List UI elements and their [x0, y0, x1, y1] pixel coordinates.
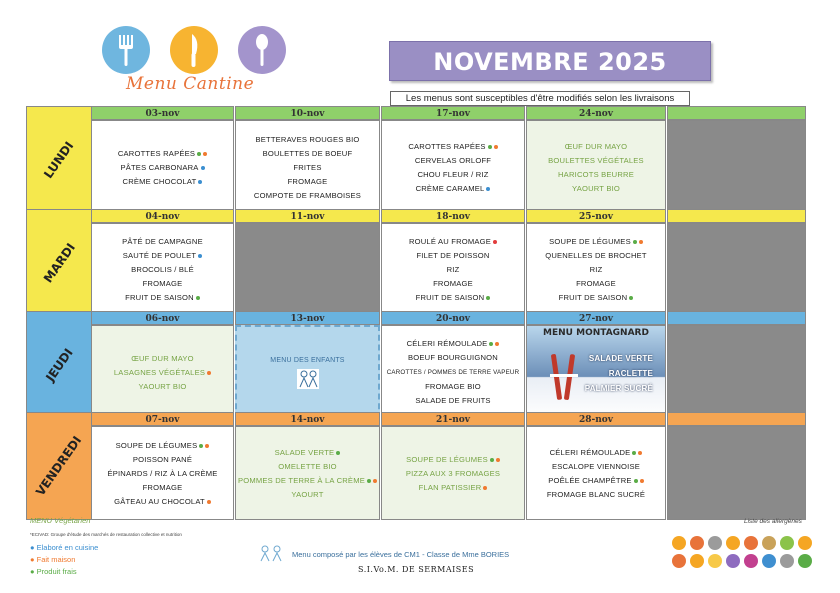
green-dot-icon	[634, 479, 638, 483]
vegetarian-legend: MENU Végétarien	[30, 516, 91, 525]
menu-cell	[91, 120, 234, 214]
menu-item: FROMAGE	[433, 279, 473, 288]
orange-dot-icon	[639, 240, 643, 244]
date-header	[667, 106, 806, 120]
menu-item: CRÈME CHOCOLAT	[123, 176, 203, 187]
fork-icon	[102, 26, 150, 74]
green-dot-icon	[633, 240, 637, 244]
special-menu-title: MENU MONTAGNARD	[543, 328, 649, 338]
menu-item: SALADE VERTE	[275, 447, 341, 458]
menu-item: YAOURT BIO	[138, 381, 187, 391]
menu-cell	[526, 325, 666, 419]
menu-item: PIZZA AUX 3 FROMAGES	[405, 468, 501, 478]
menu-cell	[526, 223, 666, 316]
menu-item: FRUIT DE SAISON	[416, 292, 491, 303]
orange-dot-icon	[207, 500, 211, 504]
legend-item: ● Elaboré en cuisine	[30, 543, 99, 552]
menu-item: BOULETTES DE BOEUF	[262, 148, 353, 158]
green-dot-icon	[486, 296, 490, 300]
orange-dot-icon	[494, 145, 498, 149]
menu-item: BROCOLIS / BLÉ	[131, 265, 194, 274]
menu-item: PÂTES CARBONARA	[120, 162, 204, 173]
day-label-vendredi: VENDREDI	[26, 412, 92, 520]
menu-item: CAROTTES / POMMES DE TERRE VAPEUR	[386, 369, 520, 376]
allergen-icon	[798, 554, 812, 568]
date-header: 21-nov	[381, 412, 525, 426]
date-header	[667, 209, 806, 223]
allergen-icon	[744, 536, 758, 550]
menu-item: ŒUF DUR MAYO	[131, 353, 194, 363]
green-dot-icon	[490, 458, 494, 462]
menu-item: YAOURT	[291, 489, 324, 499]
allergen-icon	[672, 536, 686, 550]
orange-dot-icon	[483, 486, 487, 490]
menu-cantine-logo	[98, 22, 298, 100]
menu-item: SALADE VERTE	[588, 354, 653, 363]
menu-item: CÉLERI RÉMOULADE	[407, 338, 500, 349]
menu-item: OMELETTE BIO	[278, 461, 337, 471]
allergen-icon	[762, 536, 776, 550]
empty-cell	[667, 120, 806, 214]
date-header: 18-nov	[381, 209, 525, 223]
menu-item: HARICOTS BEURRE	[558, 169, 634, 179]
orange-dot-icon	[207, 371, 211, 375]
month-title: NOVEMBRE 2025	[389, 41, 711, 81]
menu-item: BOEUF BOURGUIGNON	[408, 353, 498, 362]
menu-item: FILET DE POISSON	[416, 251, 490, 260]
date-header: 07-nov	[91, 412, 234, 426]
date-header: 04-nov	[91, 209, 234, 223]
allergen-icon	[690, 554, 704, 568]
organization: S.I.Vo.M. DE SERMAISES	[358, 565, 475, 574]
menu-item: RIZ	[589, 265, 603, 274]
menu-item: FROMAGE	[142, 482, 183, 492]
green-dot-icon	[488, 145, 492, 149]
menu-cell	[526, 426, 666, 520]
date-header: 11-nov	[235, 209, 380, 223]
menu-item: SOUPE DE LÉGUMES	[549, 236, 643, 247]
menu-cell	[526, 120, 666, 214]
skis-icon	[547, 352, 581, 402]
menu-cell	[381, 426, 525, 520]
date-header: 28-nov	[526, 412, 666, 426]
menu-item: FROMAGE	[142, 279, 183, 288]
green-dot-icon	[629, 296, 633, 300]
menu-item: SOUPE DE LÉGUMES	[116, 440, 210, 451]
empty-cell	[667, 426, 806, 520]
menu-item: PÂTÉ DE CAMPAGNE	[122, 237, 203, 246]
allergen-icon	[708, 536, 722, 550]
menu-item: ŒUF DUR MAYO	[564, 141, 628, 151]
menu-item: RACLETTE	[608, 369, 653, 378]
day-label-jeudi: JEUDI	[26, 311, 92, 419]
blue-dot-icon	[201, 166, 205, 170]
day-label-mardi: MARDI	[26, 209, 92, 316]
menu-item: FRITES	[293, 162, 322, 172]
allergen-title: Liste des allergènes	[744, 518, 802, 525]
red-dot-icon	[493, 240, 497, 244]
orange-dot-icon	[373, 479, 377, 483]
date-header: 14-nov	[235, 412, 380, 426]
empty-cell	[667, 325, 806, 419]
allergen-icon	[744, 554, 758, 568]
menu-item: CÉLERI RÉMOULADE	[550, 447, 643, 458]
knife-icon	[170, 26, 218, 74]
menu-cell	[235, 325, 380, 419]
menu-item: FROMAGE	[576, 279, 616, 288]
children-drawing-icon	[297, 369, 319, 389]
orange-dot-icon	[638, 451, 642, 455]
date-header: 17-nov	[381, 106, 525, 120]
date-header: 25-nov	[526, 209, 666, 223]
orange-dot-icon	[640, 479, 644, 483]
children-icon	[258, 545, 284, 563]
green-dot-icon	[197, 152, 201, 156]
orange-dot-icon	[203, 152, 207, 156]
date-header: 03-nov	[91, 106, 234, 120]
menu-cell	[381, 223, 525, 316]
allergen-icon	[780, 554, 794, 568]
menu-cell	[381, 120, 525, 214]
menu-item: RIZ	[446, 265, 460, 274]
date-header	[667, 412, 806, 426]
notice: Les menus sont susceptibles d'être modifiés selon les livraisons	[390, 91, 690, 106]
menu-item: POMMES DE TERRE À LA CRÈME	[238, 475, 377, 486]
spoon-icon	[238, 26, 286, 74]
menu-item: FROMAGE	[287, 176, 328, 186]
menu-item: FRUIT DE SAISON	[559, 292, 634, 303]
menu-item: SOUPE DE LÉGUMES	[406, 454, 500, 465]
menu-item: FROMAGE BLANC SUCRÉ	[546, 489, 646, 499]
date-header: 06-nov	[91, 311, 234, 325]
blue-dot-icon	[198, 254, 202, 258]
menu-item: FRUIT DE SAISON	[125, 292, 200, 303]
green-dot-icon	[632, 451, 636, 455]
menu-cell	[381, 325, 525, 419]
menu-item: SAUTÉ DE POULET	[123, 250, 202, 261]
blue-dot-icon	[198, 180, 202, 184]
date-header: 10-nov	[235, 106, 380, 120]
empty-cell	[667, 223, 806, 316]
date-header: 27-nov	[526, 311, 666, 325]
green-dot-icon	[489, 342, 493, 346]
date-header	[667, 311, 806, 325]
allergen-icon	[726, 554, 740, 568]
credit: Menu composé par les élèves de CM1 - Classe de Mme BORIES	[258, 545, 509, 563]
menu-item: PALMIER SUCRÉ	[584, 384, 653, 393]
menu-item: CERVELAS ORLOFF	[414, 155, 492, 165]
orange-dot-icon	[495, 342, 499, 346]
allergen-icon	[726, 536, 740, 550]
menu-item: CHOU FLEUR / RIZ	[417, 169, 489, 179]
allergen-icon	[762, 554, 776, 568]
orange-dot-icon	[205, 444, 209, 448]
allergen-icon	[672, 554, 686, 568]
allergen-icons	[672, 536, 832, 568]
legend-item: ● Fait maison	[30, 555, 76, 564]
date-header: 24-nov	[526, 106, 666, 120]
footnote: *ECIVAD: Groupe d'étude des marchés de restauration collective et nutrition	[30, 532, 182, 537]
menu-cell	[235, 120, 380, 214]
menu-item: ÉPINARDS / RIZ À LA CRÈME	[107, 468, 218, 478]
menu-item: COMPOTE DE FRAMBOISES	[253, 190, 362, 200]
green-dot-icon	[336, 451, 340, 455]
menu-item: CAROTTES RAPÉES	[408, 141, 497, 152]
green-dot-icon	[199, 444, 203, 448]
green-dot-icon	[367, 479, 371, 483]
allergen-icon	[708, 554, 722, 568]
menu-item: FROMAGE BIO	[425, 382, 481, 391]
menu-cell	[235, 426, 380, 520]
menu-item: MENU DES ENFANTS	[270, 357, 345, 364]
menu-item: CAROTTES RAPÉES	[118, 148, 207, 159]
date-header: 13-nov	[235, 311, 380, 325]
menu-item: BETTERAVES ROUGES BIO	[255, 134, 360, 144]
menu-item: YAOURT BIO	[572, 183, 620, 193]
orange-dot-icon	[496, 458, 500, 462]
allergen-icon	[798, 536, 812, 550]
date-header: 20-nov	[381, 311, 525, 325]
menu-item: BOULETTES VÉGÉTALES	[548, 155, 644, 165]
allergen-icon	[690, 536, 704, 550]
special-menu-items	[585, 353, 653, 394]
menu-item: GÂTEAU AU CHOCOLAT	[114, 496, 211, 507]
menu-cell	[91, 223, 234, 316]
menu-cell	[91, 325, 234, 419]
menu-cell	[91, 426, 234, 520]
menu-item: FLAN PATISSIER	[419, 482, 488, 493]
menu-item: ROULÉ AU FROMAGE	[409, 236, 497, 247]
menu-item: POÊLÉE CHAMPÊTRE	[548, 475, 643, 486]
menu-item: ESCALOPE VIENNOISE	[551, 461, 640, 471]
menu-item: POISSON PANÉ	[132, 454, 193, 464]
brand-name: Menu Cantine	[126, 74, 255, 94]
allergen-icon	[780, 536, 794, 550]
menu-item: QUENELLES DE BROCHET	[545, 251, 647, 260]
green-dot-icon	[196, 296, 200, 300]
blue-dot-icon	[486, 187, 490, 191]
menu-item: SALADE DE FRUITS	[415, 396, 491, 405]
menu-cell	[235, 223, 380, 316]
day-label-lundi: LUNDI	[26, 106, 92, 214]
legend-item: ● Produit frais	[30, 567, 77, 576]
legend-list	[30, 543, 98, 576]
menu-item: CRÈME CARAMEL	[416, 183, 491, 194]
menu-item: LASAGNES VÉGÉTALES	[114, 367, 211, 378]
